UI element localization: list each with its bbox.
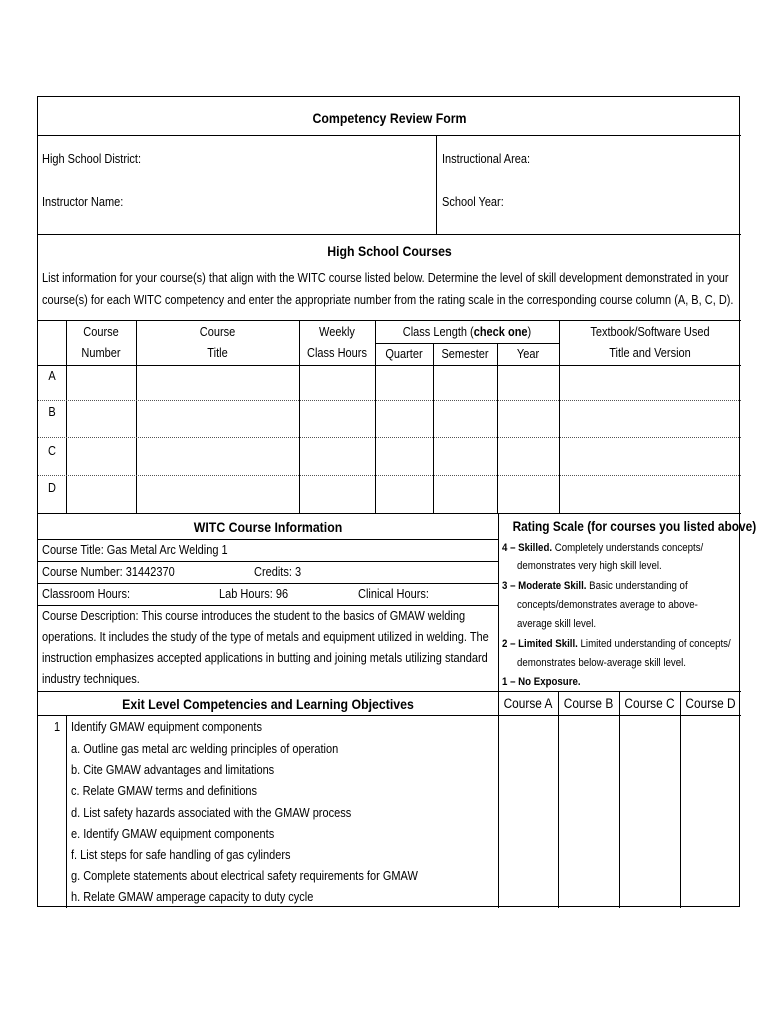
divider [38,715,741,716]
course-description-line: operations. It includes the study of the type of metals and equipment utilized in welding. The [42,630,489,644]
objective-item: c. Relate GMAW terms and definitions [71,784,258,798]
objective-item: b. Cite GMAW advantages and limitations [71,763,275,777]
col-course-number-2: Number [81,346,121,360]
course-description-line: industry techniques. [42,672,140,686]
divider [433,343,434,513]
school-year-field[interactable]: School Year: [442,195,504,209]
divider [66,320,67,513]
competencies-title: Exit Level Competencies and Learning Objectives [122,696,414,712]
divider [498,513,499,908]
credits: Credits: 3 [254,565,302,579]
divider [38,135,741,136]
competency-number: 1 [54,720,61,734]
witc-info-title: WITC Course Information [193,519,343,535]
divider [38,583,498,584]
col-course-title-2: Title [207,346,228,360]
divider [38,539,498,540]
objective-item: g. Complete statements about electrical safety requirements for GMAW [71,869,418,883]
instructor-name-field[interactable]: Instructor Name: [42,195,124,209]
rating-4-detail: demonstrates very high skill level. [517,560,662,572]
course-c-column: Course C [624,696,675,711]
col-course-number-1: Course [83,325,119,339]
divider [38,234,741,235]
divider [136,320,137,513]
rating-3-detail: average skill level. [517,618,597,630]
classroom-hours: Classroom Hours: [42,587,131,601]
col-textbook-1: Textbook/Software Used [590,325,710,339]
col-textbook-2: Title and Version [609,346,691,360]
rating-scale-title: Rating Scale (for courses you listed above) [512,519,757,534]
divider [38,320,741,321]
divider [38,365,741,366]
objective-item: h. Relate GMAW amperage capacity to duty cycle [71,890,314,904]
course-description-line: instruction emphasizes accepted applications in butting and joining metals utilizing standard [42,651,488,665]
col-semester: Semester [441,347,489,361]
course-title: Course Title: Gas Metal Arc Welding 1 [42,543,228,557]
course-b-column: Course B [563,696,614,711]
divider [497,343,498,513]
divider [38,605,498,606]
objective-item: a. Outline gas metal arc welding principles of operation [71,742,339,756]
divider [375,320,376,513]
row-label-b: B [48,405,56,419]
divider [299,320,300,513]
objective-item: d. List safety hazards associated with the GMAW process [71,806,352,820]
lab-hours: Lab Hours: 96 [219,587,289,601]
rating-2: 2 – Limited Skill. Limited understanding of concepts/ [502,638,731,650]
row-separator [38,437,741,438]
divider [375,343,559,344]
divider [680,691,681,908]
hs-instructions-line2: course(s) for each WITC competency and enter the appropriate number from the rating scale in the corresponding course column (A, B, C, D). [42,293,734,307]
competency-main: Identify GMAW equipment components [71,720,262,734]
row-label-a: A [48,369,56,383]
clinical-hours: Clinical Hours: [358,587,429,601]
col-course-title-1: Course [199,325,236,339]
rating-4: 4 – Skilled. Completely understands concepts/ [502,542,704,554]
objective-item: e. Identify GMAW equipment components [71,827,275,841]
col-weekly-2: Class Hours [307,346,367,360]
competency-review-form [37,96,757,907]
col-year: Year [516,347,540,361]
course-a-column: Course A [503,696,553,711]
rating-1: 1 – No Exposure. [502,676,581,688]
col-weekly-1: Weekly [319,325,355,339]
course-d-column: Course D [685,696,736,711]
divider [558,691,559,908]
rating-2-detail: demonstrates below-average skill level. [517,657,686,669]
course-number: Course Number: 31442370 [42,565,175,579]
divider [559,320,560,513]
form-title: Competency Review Form [312,110,467,126]
hs-instructions-line1: List information for your course(s) that align with the WITC course listed below. Determine the level of skill development demonstrated in your [42,271,729,285]
hs-courses-title: High School Courses [327,243,452,259]
divider [38,561,498,562]
row-separator [38,400,741,401]
divider [38,513,741,514]
divider [66,715,67,908]
row-label-d: D [48,481,56,495]
row-label-c: C [48,444,56,458]
rating-3-detail: concepts/demonstrates average to above- [517,599,698,611]
col-quarter: Quarter [385,347,423,361]
course-description-line: Course Description: This course introduces the student to the basics of GMAW welding [42,609,466,623]
divider [619,691,620,908]
district-field[interactable]: High School District: [42,152,142,166]
divider [436,135,437,234]
rating-3: 3 – Moderate Skill. Basic understanding of [502,580,688,592]
divider [38,691,741,692]
col-class-length: Class Length (check one) [402,325,532,339]
objective-item: f. List steps for safe handling of gas cylinders [71,848,291,862]
instructional-area-field[interactable]: Instructional Area: [442,152,531,166]
row-separator [38,475,741,476]
